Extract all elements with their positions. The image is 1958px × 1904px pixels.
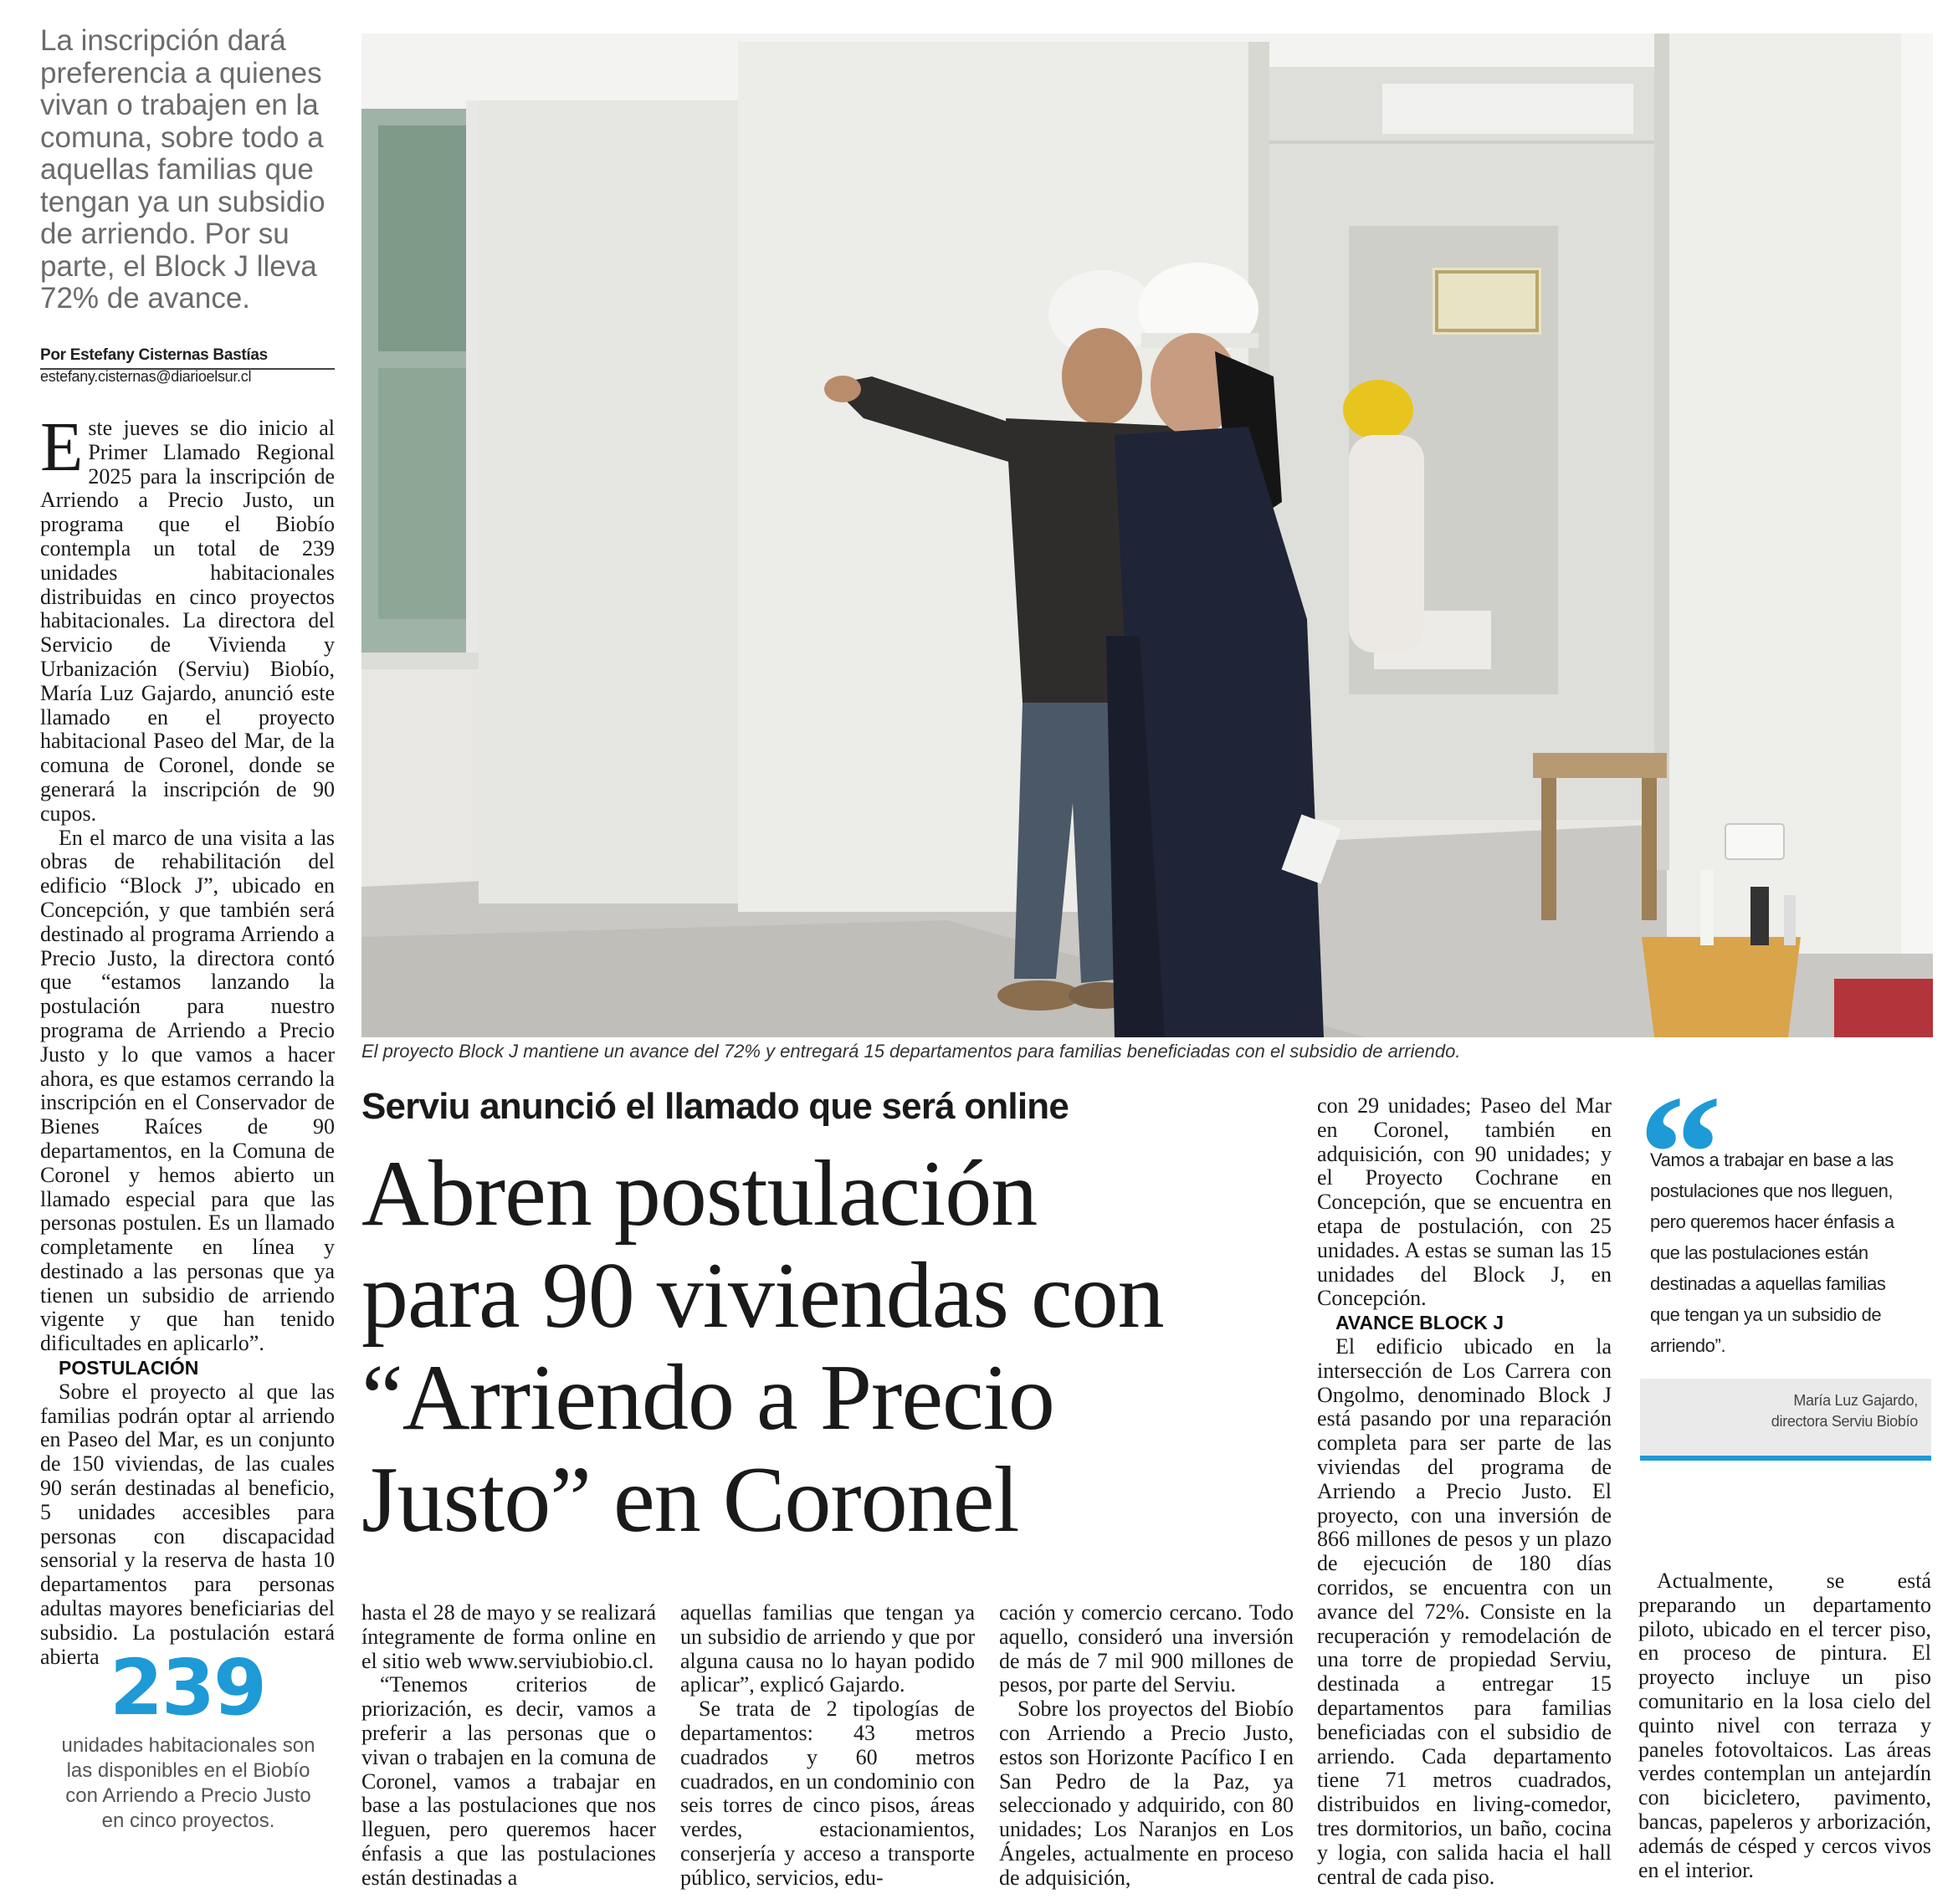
subhead-avance: AVANCE BLOCK J	[1335, 1312, 1504, 1334]
factbox-number: 239	[109, 1643, 266, 1733]
paragraph-c5-2: El edificio ubicado en la intersección de Los Carrera con Ongolmo, denominado Block J está pasando por una reparación completa para ser parte de las viviendas del programa de Arriendo a Precio Justo. El proyecto, con una inversión de 866 millones de pesos y un plazo de ejecución de 180 días corridos, se encuentra con un avance del 72%. Consiste en la recuperación y remodelación de una torre de propiedad Serviu, destinada a entregar 15 departamentos para familias beneficiadas con el subsidio de arriendo. Cada departamento tiene 71 metros cuadrados, distribuidos en living-comedor, tres dormitorios, un baño, cocina y logia, con salida hacia el hall central de cada piso.	[1317, 1333, 1612, 1889]
quote-mark-icon: “	[1638, 1062, 1722, 1246]
pullquote-name: María Luz Gajardo,	[1793, 1392, 1918, 1409]
byline: Por Estefany Cisternas Bastías	[40, 346, 335, 370]
paragraph-c4-1: cación y comercio cercano. Todo aquello, consideró una inversión de más de 7 mil 900 millones de pesos, por parte del Serviu.	[999, 1600, 1294, 1697]
drop-cap: E	[40, 408, 84, 486]
paragraph-2: En el marco de una visita a las obras de rehabilitación del edificio “Block J”, ubicado en Concepción, y que también será destinado al programa Arriendo a Precio Justo, la directora contó que “estamos lanzando la postulación para nuestro programa de Arriendo a Precio Justo y lo que vamos a hacer ahora, es que estamos cerrando la inscripción en el Conservador de Bienes Raíces de 90 departamentos, en la Comuna de Coronel y hemos abierto un llamado especial para que las personas postulen. Es un llamado completamente en línea y destinado a las personas que ya tienen un subsidio de arriendo vigente y que han tenido dificultades en aplicarlo”.	[40, 825, 335, 1356]
paragraph-c3-2: Se trata de 2 tipologías de departamentos: 43 metros cuadrados y 60 metros cuadrados, en un condominio con seis torres de cinco pisos, áreas verdes, estacionamientos, conserjería y acceso a transporte público, servicios, edu-	[680, 1697, 975, 1890]
author-email[interactable]: estefany.cisternas@diarioelsur.cl	[40, 368, 252, 385]
column-6	[1638, 1569, 1931, 1882]
column-4	[999, 1601, 1294, 1891]
headline-line-2: para 90 viviendas con	[361, 1244, 1164, 1348]
paragraph-3: Sobre el proyecto al que las familias podrán optar al arriendo en Paseo del Mar, es un conjunto de 150 viviendas, de las cuales 90 serán destinadas al beneficio, 5 unidades accesibles para personas con discapacidad sensorial y la reserva de hasta 10 departamentos para personas adultas mayores beneficiarias del subsidio. La postulación estará abierta	[40, 1379, 335, 1669]
article-photo	[361, 33, 1933, 1037]
column-3	[680, 1601, 975, 1891]
paragraph-c5-1: con 29 unidades; Paseo del Mar en Coronel, también en adquisición, con 90 unidades; y el Proyecto Cochrane en Concepción, que se encuentra en etapa de postulación, con 25 unidades. A estas se suman las 15 unidades del Block J, en Concepción.	[1317, 1093, 1612, 1311]
pullquote-attribution	[1771, 1390, 1918, 1432]
headline-line-3: “Arriendo a Precio	[361, 1346, 1054, 1450]
column-5	[1317, 1094, 1612, 1889]
article-deck: La inscripción dará preferencia a quienes vivan o trabajen en la comuna, sobre todo a aquellas familias que tengan ya un subsidio de arriendo. Por su parte, el Block J lleva 72% de avance.	[40, 24, 325, 315]
headline-line-4: Justo” en Coronel	[361, 1448, 1019, 1552]
column-1	[40, 408, 335, 1669]
factbox-text: unidades habitacionales son las disponibles en el Biobío con Arriendo a Precio Justo en cinco proyectos.	[61, 1734, 315, 1832]
paragraph-c3-1: aquellas familias que tengan ya un subsidio de arriendo y que por alguna causa no lo hayan podido aplicar”, explicó Gajardo.	[680, 1600, 975, 1697]
pullquote-text: Vamos a trabajar en base a las postulaciones que nos lleguen, pero queremos hacer énfasis a que las postulaciones están destinadas a aquellas familias que tengan ya un subsidio de arriendo”.	[1650, 1149, 1894, 1356]
photo-caption: El proyecto Block J mantiene un avance del 72% y entregará 15 departamentos para familias beneficiadas con el subsidio de arriendo.	[361, 1041, 1461, 1062]
pullquote-attribution-box	[1640, 1379, 1931, 1461]
paragraph-c2-1: hasta el 28 de mayo y se realizará íntegramente de forma online en el sitio web www.serviubiobio.cl.	[361, 1600, 656, 1673]
photo-illustration	[361, 33, 1933, 1037]
pullquote-role: directora Serviu Biobío	[1771, 1413, 1918, 1430]
subhead-postulacion: POSTULACIÓN	[59, 1357, 199, 1379]
paragraph-c6-1: Actualmente, se está preparando un departamento piloto, ubicado en el tercer piso, en proceso de pintura. El proyecto incluye un piso comunitario en la losa cielo del quinto nivel con terraza y paneles fotovoltaicos. Las áreas verdes contemplan un antejardín con bicicletero, pavimento, bancas, papeleros y arborización, además de césped y cercos vivos en el interior.	[1638, 1569, 1931, 1882]
paragraph-c2-2: “Tenemos criterios de priorización, es decir, vamos a preferir a las personas que o vivan o trabajen en la comuna de Coronel, vamos a trabajar en base a las postulaciones que nos lleguen, pero queremos hacer énfasis a que las postulaciones están destinadas a	[361, 1672, 656, 1890]
paragraph-c4-2: Sobre los proyectos del Biobío con Arriendo a Precio Justo, estos son Horizonte Pacífico I en San Pedro de la Paz, ya seleccionado y adquirido, con 80 unidades; Los Naranjos en Los Ángeles, actualmente en proceso de adquisición,	[999, 1697, 1294, 1890]
headline-kicker: Serviu anunció el llamado que será online	[361, 1086, 1069, 1127]
column-2	[361, 1601, 656, 1891]
headline-line-1: Abren postulación	[361, 1142, 1038, 1246]
headline	[361, 1143, 1299, 1551]
paragraph-1: Este jueves se dio inicio al Primer Llamado Regional 2025 para la inscripción de Arriendo a Precio Justo, un programa que el Biobío contempla un total de 239 unidades habitacionales distribuidas en cinco proyectos habitacionales. La directora del Servicio de Vivienda y Urbanización (Serviu) Biobío, María Luz Gajardo, anunció este llamado en el proyecto habitacional Paseo del Mar, de la comuna de Coronel, donde se generará la inscripción de 90 cupos.	[40, 408, 335, 826]
